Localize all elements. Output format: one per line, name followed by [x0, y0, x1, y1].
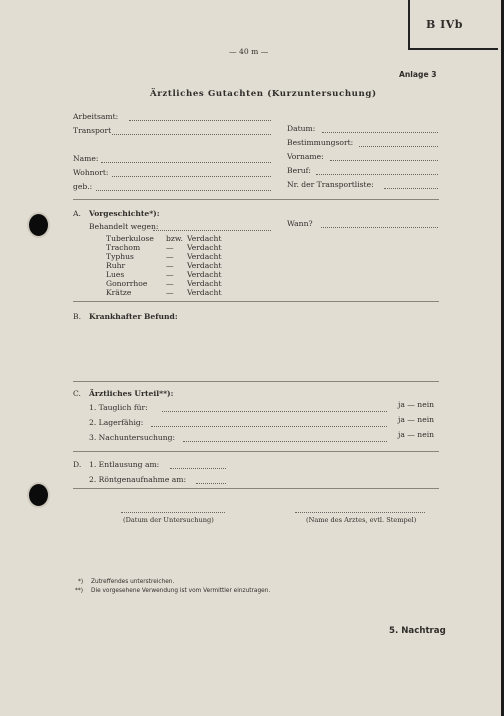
field-geb-line[interactable] [96, 190, 271, 191]
footnote-2-mark: **) [75, 588, 84, 594]
wann-line[interactable] [321, 227, 438, 228]
section-c-title: Ärztliches Urteil**): [89, 389, 174, 398]
ja-nein-option[interactable]: ja — nein [398, 430, 435, 439]
disease-name[interactable]: Trachom [106, 243, 141, 252]
urteil-item-label: 2. Lagerfähig: [89, 418, 144, 427]
ja-nein-option[interactable]: ja — nein [398, 400, 435, 409]
datum-untersuchung-caption: (Datum der Untersuchung) [123, 516, 214, 524]
disease-name[interactable]: Krätze [106, 288, 132, 297]
field-arbeitsamt-line[interactable] [129, 120, 271, 121]
lagerfaehig-line[interactable] [151, 426, 387, 427]
field-wohnort-label: Wohnort: [73, 168, 109, 177]
disease-name[interactable]: Gonorrhoe [106, 279, 148, 288]
behandelt-label: Behandelt wegen: [89, 222, 159, 231]
disease-verdacht[interactable]: Verdacht [187, 252, 222, 261]
field-transport-label: Transport [73, 126, 112, 135]
disease-verdacht[interactable]: Verdacht [187, 243, 222, 252]
disease-sep: — [166, 252, 174, 261]
disease-sep: — [166, 288, 174, 297]
field-bestimmungsort-label: Bestimmungsort: [287, 138, 354, 147]
field-vorname-label: Vorname: [287, 152, 324, 161]
field-transportliste-line[interactable] [384, 188, 438, 189]
disease-name[interactable]: Tuberkulose [106, 234, 154, 243]
field-transport-line[interactable] [112, 134, 271, 135]
tauglich-line[interactable] [162, 411, 387, 412]
section-d-letter: D. [73, 460, 82, 469]
nachuntersuchung-line[interactable] [183, 441, 387, 442]
disease-sep: — [166, 261, 174, 270]
section-a-letter: A. [73, 209, 81, 218]
behandelt-line[interactable] [153, 230, 271, 231]
field-datum-label: Datum: [287, 124, 316, 133]
field-geb-label: geb.: [73, 182, 93, 191]
field-name-label: Name: [73, 154, 99, 163]
field-vorname-line[interactable] [330, 160, 438, 161]
disease-verdacht[interactable]: Verdacht [187, 288, 222, 297]
form-code: B IVb [426, 18, 463, 31]
entlausung-line[interactable] [170, 468, 226, 469]
page-title: Ärztliches Gutachten (Kurzuntersuchung) [150, 89, 377, 99]
urteil-item-label: 1. Tauglich für: [89, 403, 148, 412]
disease-sep: bzw. [166, 234, 183, 243]
footnote-2-text: Die vorgesehene Verwendung ist vom Vermittler einzutragen. [91, 588, 271, 594]
section-b-letter: B. [73, 312, 81, 321]
section-c-letter: C. [73, 389, 81, 398]
ja-nein-option[interactable]: ja — nein [398, 415, 435, 424]
field-name-line[interactable] [101, 162, 271, 163]
punch-hole-top [29, 214, 48, 236]
arzt-name-caption: (Name des Arztes, evtl. Stempel) [306, 516, 417, 524]
roentgen-line[interactable] [196, 483, 226, 484]
punch-hole-bottom [29, 484, 48, 506]
datum-untersuchung-line[interactable] [121, 512, 225, 513]
footnote-1-mark: *) [78, 579, 84, 585]
field-beruf-label: Beruf: [287, 166, 311, 175]
roentgen-label: 2. Röntgenaufnahme am: [89, 475, 187, 484]
section-divider-4 [73, 451, 439, 452]
entlausung-label: 1. Entlausung am: [89, 460, 160, 469]
disease-verdacht[interactable]: Verdacht [187, 279, 222, 288]
nachtrag-label: 5. Nachtrag [389, 626, 446, 636]
section-divider-5 [73, 488, 439, 489]
disease-name[interactable]: Ruhr [106, 261, 126, 270]
disease-name[interactable]: Typhus [106, 252, 134, 261]
section-divider-2 [73, 301, 439, 302]
wann-label: Wann? [287, 219, 313, 228]
form-code-box [408, 0, 498, 50]
anlage-label: Anlage 3 [399, 70, 437, 79]
disease-name[interactable]: Lues [106, 270, 125, 279]
disease-sep: — [166, 243, 174, 252]
disease-verdacht[interactable]: Verdacht [187, 270, 222, 279]
field-transportliste-label: Nr. der Transportliste: [287, 180, 374, 189]
section-divider-3 [73, 381, 439, 382]
disease-sep: — [166, 270, 174, 279]
footnote-1-text: Zutreffendes unterstreichen. [91, 579, 175, 585]
arzt-name-line[interactable] [295, 512, 425, 513]
urteil-item-label: 3. Nachuntersuchung: [89, 433, 176, 442]
field-beruf-line[interactable] [316, 174, 438, 175]
section-b-title: Krankhafter Befund: [89, 312, 178, 321]
disease-verdacht[interactable]: Verdacht [187, 261, 222, 270]
field-datum-line[interactable] [322, 132, 438, 133]
field-wohnort-line[interactable] [112, 176, 271, 177]
disease-sep: — [166, 279, 174, 288]
field-bestimmungsort-line[interactable] [359, 146, 438, 147]
section-divider-1 [73, 199, 439, 200]
disease-verdacht[interactable]: Verdacht [187, 234, 222, 243]
page-number: — 40 m — [229, 47, 269, 56]
section-a-title: Vorgeschichte*): [89, 209, 160, 218]
befund-area[interactable] [89, 326, 439, 374]
field-arbeitsamt-label: Arbeitsamt: [73, 112, 119, 121]
